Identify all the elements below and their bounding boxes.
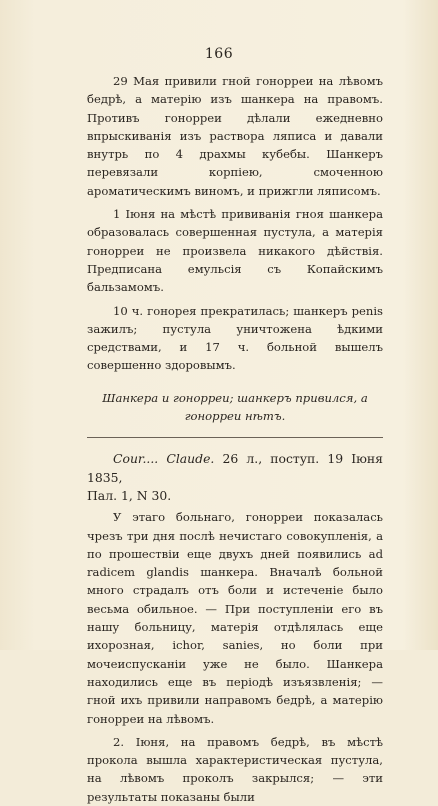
paragraph-june-2: 2. Іюня, на правомъ бедрѣ, въ мѣстѣ прокола вышла характеристическая пустула, на лѣвомъ проколъ закрылся; — эти результаты показаны были xyxy=(87,734,383,804)
section-heading: Шанкера и гонорреи; шанкеръ привился, а гонорреи нѣтъ. xyxy=(102,390,368,424)
paragraph-case-history: У этаго больнаго, гонорреи показалась чрезъ три дня послѣ нечистаго совокупленія, а по прошествіи еще двухъ дней появились ad radicem glandis шанкера. Вначалѣ больной много страдалъ отъ боли и истеченіе было весьма обильное. — При поступленіи его въ нашу больницу, матерія отдѣлялась еще ихорозная, ichor, sanies, но боли при мочеиспусканіи уже не было. Шанкера находились еще въ періодѣ изъязвленія; — гной ихъ привили направомъ бедрѣ, а матерію гонорреи на лѣвомъ. xyxy=(87,510,383,726)
section-divider xyxy=(87,437,383,438)
paragraph-june-10: 10 ч. гонорея прекратилась; шанкеръ penis зажилъ; пустула уничтожена ѣдкими средствами, и 17 ч. больной вышелъ совершенно здоровымъ. xyxy=(87,303,383,373)
case-header xyxy=(87,450,383,487)
page-number: 166 xyxy=(204,46,234,62)
patient-name: Cour.... Claude. xyxy=(113,451,215,467)
patient-details: 26 л., поступ. 19 Іюня 1835, xyxy=(87,451,383,485)
paragraph-may-29: 29 Мая привили гной гонорреи на лѣвомъ бедрѣ, а матерію изъ шанкера на правомъ. Противъ гонорреи дѣлали ежедневно впрыскиванія изъ раствора ляписа и давали внутрь по 4 драхмы кубебы. Шанкеръ перевязали корпіею, смоченною ароматическимъ виномъ, и прижгли ляписомъ. xyxy=(87,74,383,198)
ward-number: Пал. 1, N 30. xyxy=(87,487,172,503)
paragraph-june-1: 1 Іюня на мѣстѣ прививанія гноя шанкера образовалась совершенная пустула, а матерія гонорреи не произвела никакого дѣйствія. Предписана емульсія съ Копайскимъ бальзамомъ. xyxy=(87,207,383,295)
page-content xyxy=(87,72,383,806)
